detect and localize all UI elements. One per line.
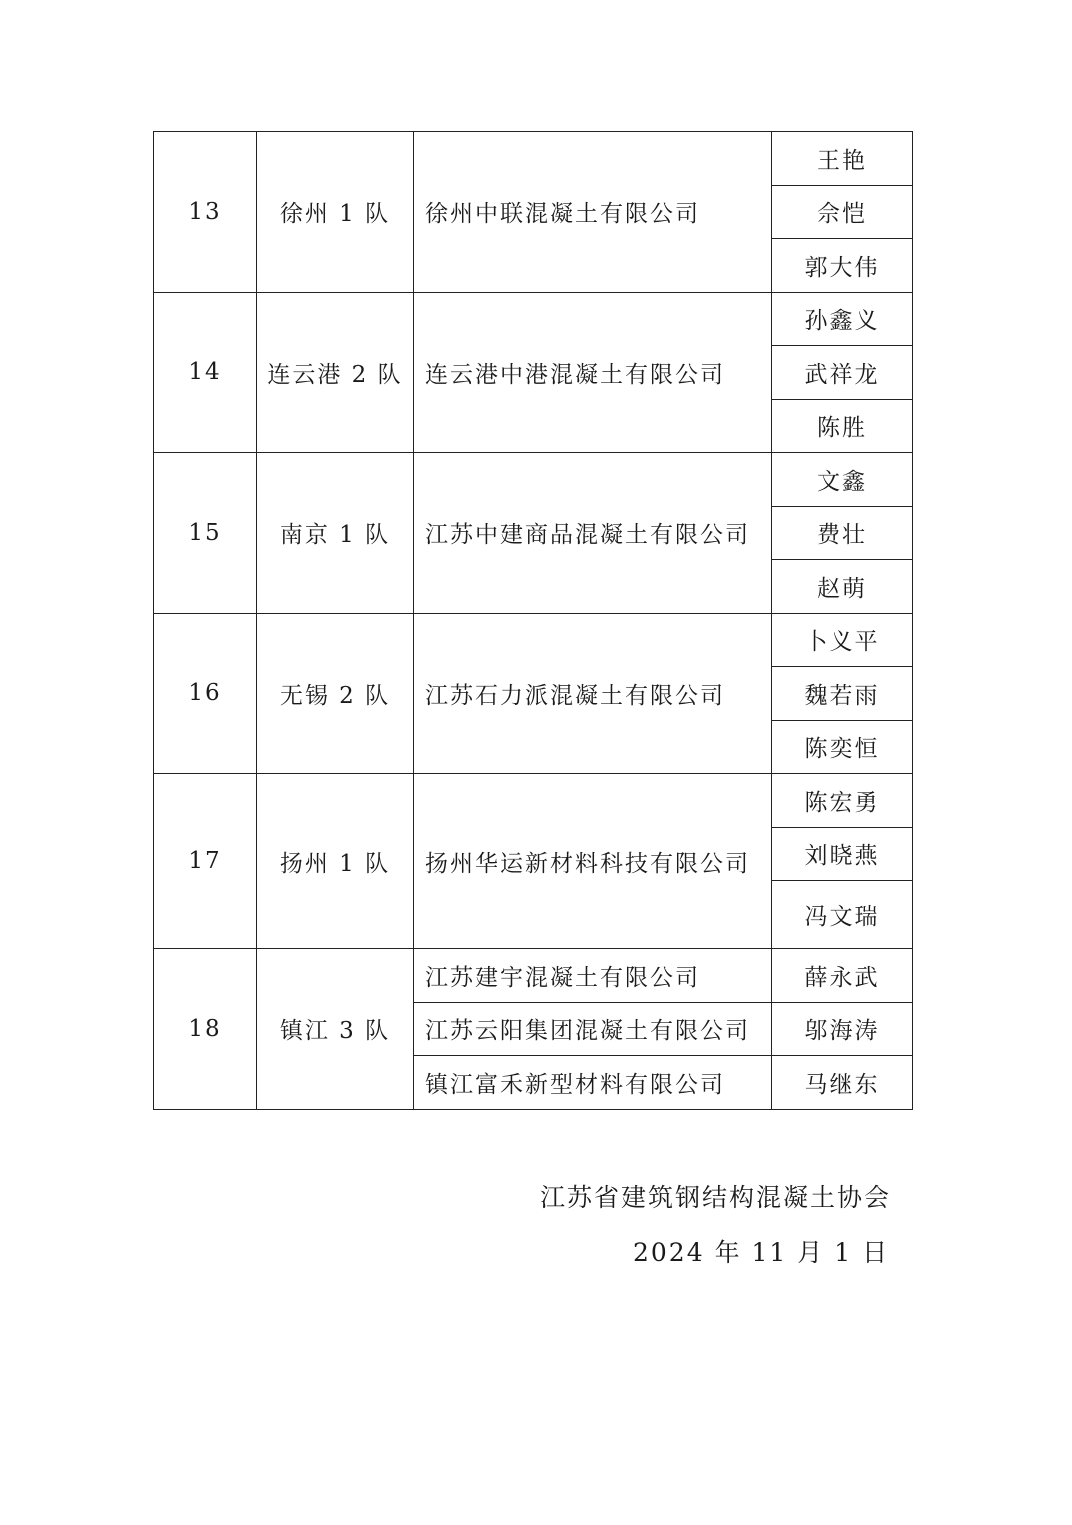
- issue-date: 2024 年 11 月 1 日: [633, 1238, 890, 1267]
- table-row: [154, 453, 913, 507]
- member-name: 郭大伟: [772, 239, 913, 293]
- member-name: 陈宏勇: [772, 774, 913, 828]
- member-name: 刘晓燕: [772, 827, 913, 881]
- team-name: 徐州 1 队: [257, 132, 414, 293]
- member-name: 陈胜: [772, 399, 913, 453]
- team-name: 南京 1 队: [257, 453, 414, 614]
- team-name: 连云港 2 队: [257, 292, 414, 453]
- group-number: 13: [154, 132, 257, 293]
- member-name: 佘恺: [772, 185, 913, 239]
- member-name: 邬海涛: [772, 1002, 913, 1056]
- team-name: 镇江 3 队: [257, 949, 414, 1110]
- table-row: [154, 132, 913, 186]
- team-name: 扬州 1 队: [257, 774, 414, 949]
- member-name: 武祥龙: [772, 346, 913, 400]
- group-number: 15: [154, 453, 257, 614]
- company-name: 江苏云阳集团混凝土有限公司: [414, 1002, 772, 1056]
- table-row: [154, 949, 913, 1003]
- company-name: 徐州中联混凝土有限公司: [414, 132, 772, 293]
- table-row: [154, 613, 913, 667]
- group-number: 18: [154, 949, 257, 1110]
- group-number: 14: [154, 292, 257, 453]
- company-name: 扬州华运新材料科技有限公司: [414, 774, 772, 949]
- team-name: 无锡 2 队: [257, 613, 414, 774]
- company-name: 连云港中港混凝土有限公司: [414, 292, 772, 453]
- company-name: 江苏建宇混凝土有限公司: [414, 949, 772, 1003]
- member-name: 魏若雨: [772, 667, 913, 721]
- member-name: 陈奕恒: [772, 720, 913, 774]
- member-name: 费壮: [772, 506, 913, 560]
- group-number: 16: [154, 613, 257, 774]
- table-row: [154, 774, 913, 828]
- company-name: 江苏石力派混凝土有限公司: [414, 613, 772, 774]
- table-row: [154, 292, 913, 346]
- issuing-organization: 江苏省建筑钢结构混凝土协会: [540, 1183, 892, 1212]
- member-name: 冯文瑞: [772, 881, 913, 949]
- member-name: 薛永武: [772, 949, 913, 1003]
- group-number: 17: [154, 774, 257, 949]
- member-name: 赵萌: [772, 560, 913, 614]
- member-name: 孙鑫义: [772, 292, 913, 346]
- company-name: 江苏中建商品混凝土有限公司: [414, 453, 772, 614]
- member-name: 文鑫: [772, 453, 913, 507]
- member-name: 马继东: [772, 1056, 913, 1110]
- team-roster-table: [153, 131, 913, 1110]
- member-name: 卜义平: [772, 613, 913, 667]
- member-name: 王艳: [772, 132, 913, 186]
- company-name: 镇江富禾新型材料有限公司: [414, 1056, 772, 1110]
